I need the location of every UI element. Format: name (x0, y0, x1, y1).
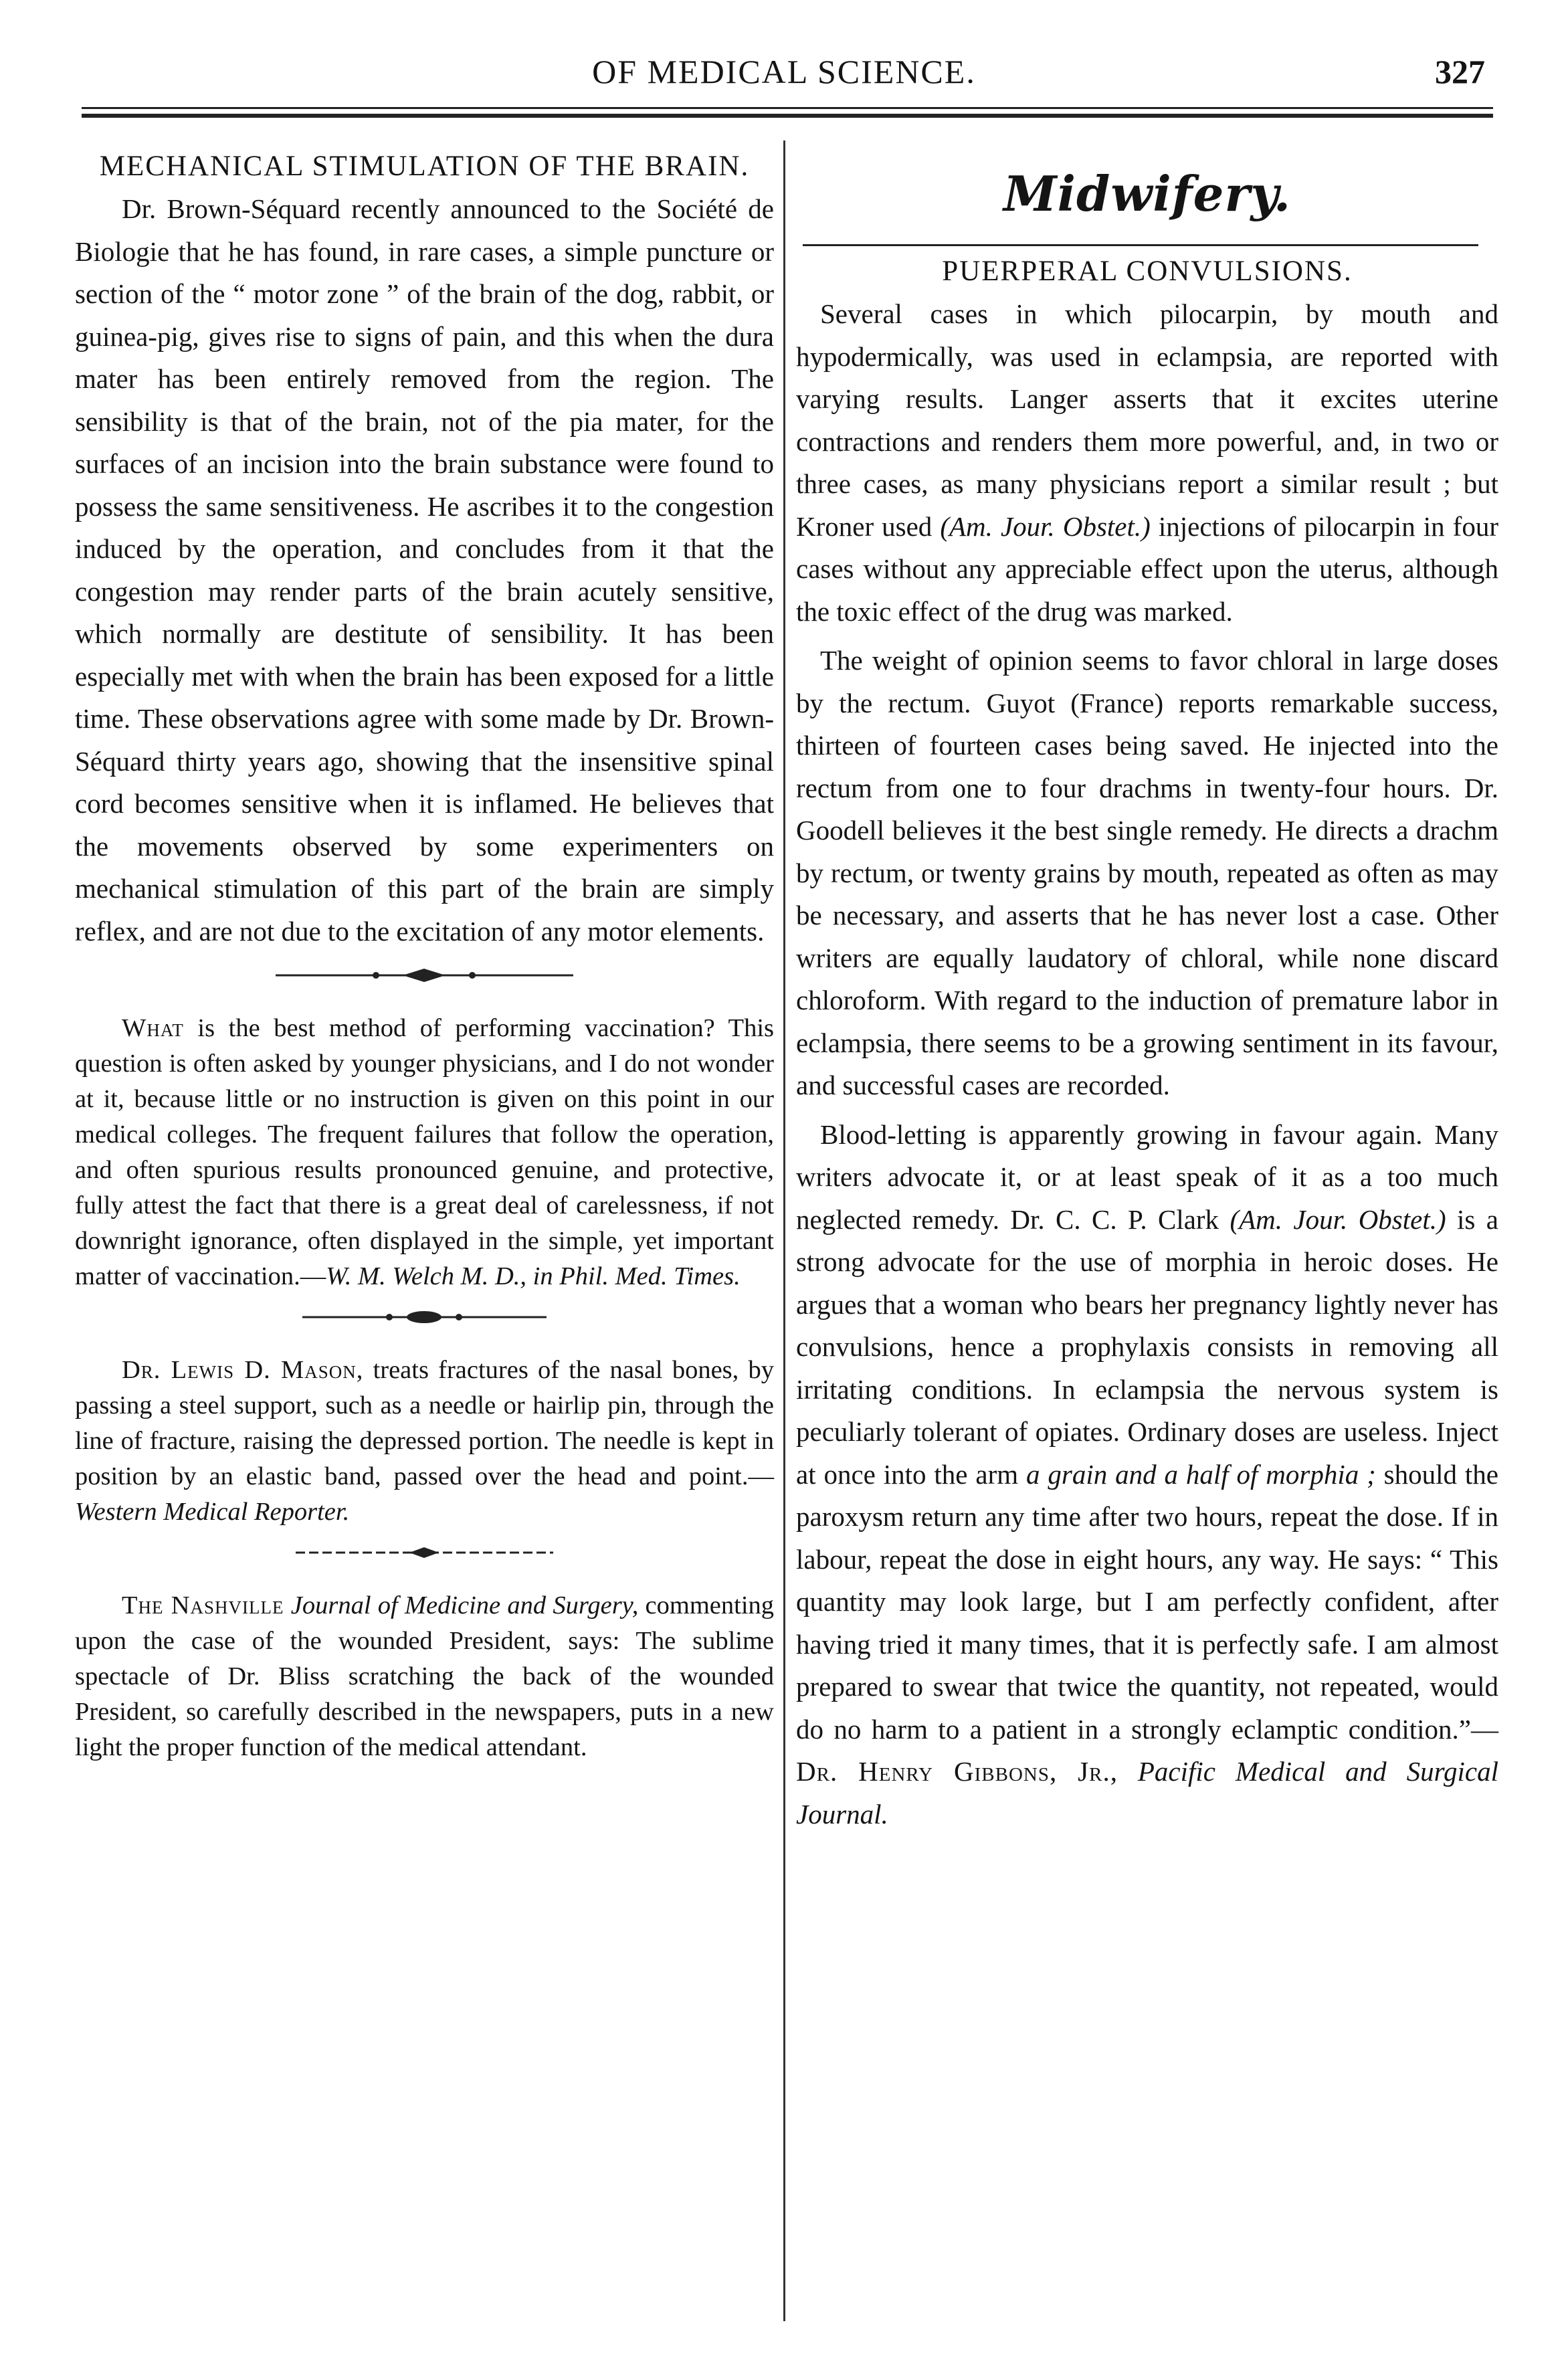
puerperal-paragraph-1 (796, 293, 1498, 633)
page-number: 327 (1435, 53, 1485, 90)
puerperal-paragraph-3 (796, 1114, 1498, 1836)
vaccination-lead: What (122, 1014, 184, 1043)
ornament-divider (75, 1304, 774, 1331)
ornament-divider (75, 962, 774, 989)
vaccination-body: is the best method of performing vaccination? This question is often asked by younger physicians, and I do not wonder at it, because little or no instruction is given on this point in our medical colleges. The frequent failures that follow the operation, and often spurious results pronounced genuine, and protective, fully attest the fact that there is a great deal of carelessness, if not downright ignorance, often displayed in the simple, yet important matter of vaccination.— (75, 1014, 774, 1291)
puerperal-paragraph-2: The weight of opinion seems to favor chloral in large doses by the rectum. Guyot (France) reports remarkable success, thirteen of fourteen cases being saved. He injected into the rectum from one to four drachms in twenty-four hours. Dr. Goodell believes it the best single remedy. He directs a drachm by rectum, or twenty grains by mouth, repeated as often as may be necessary, and asserts that he has never lost a case. Other writers are equally laudatory of chloral, while none discard chloroform. With regard to the induction of premature labor in eclampsia, there seems to be a growing sentiment in its favour, and successful cases are recorded. (796, 645, 1498, 1101)
p3-author: Dr. Henry Gibbons, Jr., (796, 1756, 1118, 1787)
p3-source: Pacific Medical and Surgical Journal. (796, 1756, 1499, 1830)
article-nasal-fractures (75, 1353, 774, 1530)
nasal-source: Western Medical Reporter. (75, 1498, 350, 1527)
nashville-lead: The Nashville (122, 1591, 284, 1620)
p3-citation: (Am. Jour. Obstet.) (1230, 1203, 1446, 1235)
article-vaccination (75, 1011, 774, 1294)
p3-dose: a grain and a half of morphia ; (1026, 1458, 1376, 1490)
p3-text-b: is a strong advocate for the use of morphia in heroic doses. He argues that a woman who bears her pregnancy lightly never has convulsions, hence a prophylaxis consists in removing all irritating conditions. In eclampsia the nervous system is peculiarly tolerant of opiates. Ordinary doses are useless. Inject at once into the arm (796, 1203, 1498, 1490)
article-heading-puerperal: PUERPERAL CONVULSIONS. (942, 256, 1353, 287)
p1-text-a: Several cases in which pilocarpin, by mouth and hypodermically, was used in eclampsia, are reported with varying results. Langer asserts that it excites uterine contractions and renders them more powerful, and, in two or three cases, as many physicians report a similar result ; but Kroner used (796, 298, 1498, 542)
header-rule-thin (82, 107, 1493, 109)
article-heading-brain: MECHANICAL STIMULATION OF THE BRAIN. (99, 151, 750, 182)
header-rule-thick (82, 114, 1493, 118)
nasal-lead: Dr. Lewis D. Mason, (122, 1356, 364, 1385)
article-body-brain: Dr. Brown-Séquard recently announced to the Société de Biologie that he has found, in rare cases, a simple puncture or section of the “ motor zone ” of the brain of the dog, rabbit, or guinea-pig, gives rise to signs of pain, and this when the dura mater has been entirely removed from the region. The sensibility is that of the brain, not of the pia mater, for the surfaces of an incision into the brain substance were found to possess the same sensitiveness. He ascribes it to the congestion induced by the operation, and concludes from it that the congestion may render parts of the brain acutely sensitive, which normally are destitute of sensibility. It has been especially met with when the brain has been exposed for a little time. These observations agree with some made by Dr. Brown-Séquard thirty years ago, showing that the insensitive spinal cord becomes sensitive when it is inflamed. He believes that the movements observed by some experimenters on mechanical stimulation of this part of the brain are simply reflex, and are not due to the excitation of any motor elements. (75, 193, 774, 947)
left-column (75, 151, 774, 1765)
p1-text-b: injections of pilocarpin in four cases without any appreciable effect upon the uterus, although the toxic effect of the drug was marked. (796, 510, 1498, 627)
section-rule (803, 244, 1478, 246)
p3-text-c: should the paroxysm return any time after two hours, repeat the dose. If in labour, repeat the dose in eight hours, any way. He says: “ This quantity may look large, but I am perfectly confident, after having tried it many times, that it is perfectly safe. I am almost prepared to swear that twice the quantity, not repeated, would do no harm to a patient in a strongly eclamptic condition.”— (796, 1458, 1498, 1745)
column-divider (783, 140, 785, 2321)
running-head (0, 52, 1568, 99)
vaccination-source: W. M. Welch M. D., in Phil. Med. Times. (326, 1262, 741, 1291)
article-nashville (75, 1588, 774, 1765)
ornament-divider (75, 1539, 774, 1566)
right-column (796, 151, 1498, 1842)
nashville-body: commenting upon the case of the wounded President, says: The sublime spectacle of Dr. Bliss scratching the back of the wounded President, so carefully described in the newspapers, puts in a new light the proper function of the medical attendant. (75, 1591, 775, 1762)
p3-text-a: Blood-letting is apparently growing in favour again. Many writers advocate it, or at least speak of it as a too much neglected remedy. Dr. C. C. P. Clark (796, 1118, 1498, 1235)
p1-citation: (Am. Jour. Obstet.) (940, 510, 1151, 542)
nashville-journal: Journal of Medicine and Surgery, (284, 1591, 639, 1620)
running-head-title: OF MEDICAL SCIENCE. (592, 53, 976, 90)
nasal-body: treats fractures of the nasal bones, by passing a steel support, such as a needle or hairlip pin, through the line of fracture, raising the depressed portion. The needle is kept in position by an elastic band, passed over the head and point.— (75, 1356, 774, 1491)
section-title: Midwifery. (1003, 165, 1292, 222)
